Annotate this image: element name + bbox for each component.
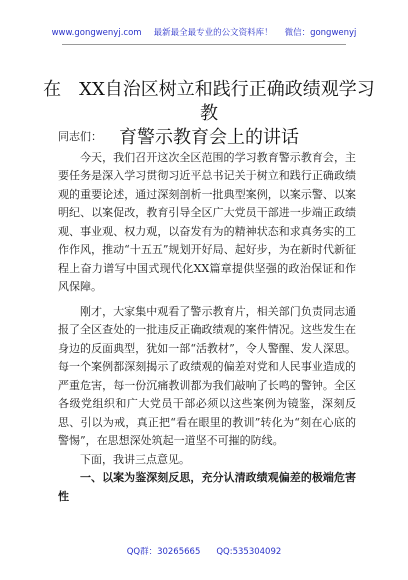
document-body (58, 128, 356, 506)
site-slogan: 最新最全最专业的公文资料库！ (153, 28, 273, 38)
body-paragraph-3: 下面，我讲三点意见。 (80, 452, 190, 466)
title-line-2: 育警示教育会上的讲话 (119, 127, 299, 148)
page-footer (0, 545, 408, 557)
body-paragraph-1: 今天，我们召开这次全区范围的学习教育警示教育会，主要任务是深入学习贯彻习近平总书记关于树立和践行正确政绩观的重要论述，通过深刻剖析一批典型案例，以案示警、以案明纪、以案促改，教育引导全区广大党员干部进一步端正政绩观、事业观、权力观，以奋发有为的精神状态和求真务实的工作作风，推动“十五五”规划开好局、起好步，为在新时代新征程上奋力谱写中国式现代化XX篇章提供坚强的政治保证和作风保障。 (58, 150, 356, 293)
qq-number: QQ:535304092 (216, 547, 282, 557)
salutation: 同志们： (58, 130, 102, 143)
page-header (0, 26, 408, 38)
body-paragraph-2: 刚才，大家集中观看了警示教育片，相关部门负责同志通报了全区查处的一批违反正确政绩观的案件情况。这些发生在身边的反面典型，犹如一部“活教材”，令人警醒、发人深思。每一个案例都深刻揭示了政绩观的偏差对党和人民事业造成的严重危害，每一份沉痛教训都为我们敲响了长鸣的警钟。全区各级党组织和广大党员干部必须以这些案例为镜鉴，深刻反思、引以为戒，真正把“看在眼里的教训”转化为“刻在心底的警惕”，在思想深处筑起一道坚不可摧的防线。 (58, 304, 356, 447)
wechat-id: 微信：gongwenyj (284, 28, 357, 38)
header-divider (62, 44, 346, 45)
section-heading-1: 一、以案为鉴深刻反思，充分认清政绩观偏差的极端危害性 (58, 471, 356, 503)
site-link[interactable]: www.gongwenyj.com (51, 28, 142, 38)
title-line-1: 在 XX自治区树立和践行正确政绩观学习教 (43, 79, 375, 124)
qq-group: QQ群：30265665 (126, 547, 201, 557)
